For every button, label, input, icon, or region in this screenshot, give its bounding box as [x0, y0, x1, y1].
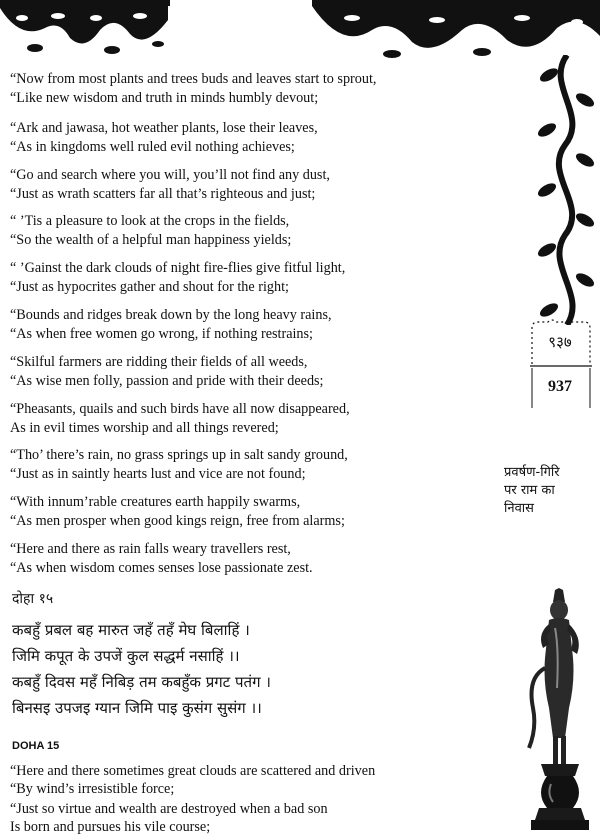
verse-line: “Tho’ there’s rain, no grass springs up in salt sandy ground, — [10, 447, 348, 463]
verse-line: “So the wealth of a helpful man happiness yields; — [10, 232, 292, 248]
verse-line: “Here and there as rain falls weary travellers rest, — [10, 541, 291, 557]
verse-line: “As wise men folly, passion and pride with their deeds; — [10, 373, 324, 389]
doha-label-devanagari: दोहा १५ — [12, 591, 54, 607]
doha-label: DOHA 15 — [12, 740, 60, 752]
page-number: 937 — [548, 378, 572, 395]
hanuman-statue-illustration — [525, 588, 595, 836]
doha-translation-line: Is born and pursues his vile course; — [10, 819, 211, 835]
verse-line: “Now from most plants and trees buds and leaves start to sprout, — [10, 71, 377, 87]
verse-line: “Pheasants, quails and such birds have all now disappeared, — [10, 401, 350, 417]
doha-line-devanagari: कबहुँ दिवस महँ निबिड़ तम कबहुँक प्रगट पतंग । — [12, 673, 271, 691]
verse-line: “Just as in saintly hearts lust and vice are not found; — [10, 466, 306, 482]
verse-line: As in evil times worship and all things revered; — [10, 420, 279, 436]
side-note — [504, 464, 596, 518]
verse-line: “As when free women go wrong, if nothing restrains; — [10, 326, 313, 342]
verse-line: “As in kingdoms well ruled evil nothing achieves; — [10, 139, 295, 155]
verse-line: “Just as wrath scatters far all that’s righteous and just; — [10, 186, 316, 202]
doha-translation-line: “By wind’s irresistible force; — [10, 781, 175, 797]
floral-vine-right — [535, 55, 600, 325]
verse-line: “As men prosper when good kings reign, free from alarms; — [10, 513, 345, 529]
floral-border-top-left — [0, 0, 170, 60]
verse-line: “ ’Tis a pleasure to look at the crops in the fields, — [10, 213, 290, 229]
doha-translation-line: “Just so virtue and wealth are destroyed when a bad son — [10, 801, 328, 817]
doha-line-devanagari: जिमि कपूत के उपजें कुल सद्धर्म नसाहिं ।। — [12, 647, 240, 665]
side-note-line: निवास — [504, 501, 534, 516]
doha-line-devanagari: बिनसइ उपजइ ग्यान जिमि पाइ कुसंग सुसंग ।। — [12, 699, 262, 717]
verse-line: “Just as hypocrites gather and shout for the right; — [10, 279, 289, 295]
verse-line: “Ark and jawasa, hot weather plants, lose their leaves, — [10, 120, 318, 136]
verse-line: “Go and search where you will, you’ll not find any dust, — [10, 167, 330, 183]
verse-line: “ ’Gainst the dark clouds of night fire-flies give fitful light, — [10, 260, 346, 276]
verse-line: “With innum’rable creatures earth happily swarms, — [10, 494, 301, 510]
verse-line: “Bounds and ridges break down by the long heavy rains, — [10, 307, 332, 323]
page-number-devanagari: ९३७ — [548, 333, 572, 351]
doha-translation-line: “Here and there sometimes great clouds are scattered and driven — [10, 763, 376, 779]
verse-line: “As when wisdom comes senses lose passionate zest. — [10, 560, 313, 576]
verse-line: “Like new wisdom and truth in minds humbly devout; — [10, 90, 319, 106]
side-note-line: प्रवर्षण-गिरि — [504, 465, 560, 480]
verse-line: “Skilful farmers are ridding their fields of all weeds, — [10, 354, 308, 370]
side-note-line: पर राम का — [504, 483, 555, 498]
doha-line-devanagari: कबहुँ प्रबल बह मारुत जहँ तहँ मेघ बिलाहिं । — [12, 621, 250, 639]
